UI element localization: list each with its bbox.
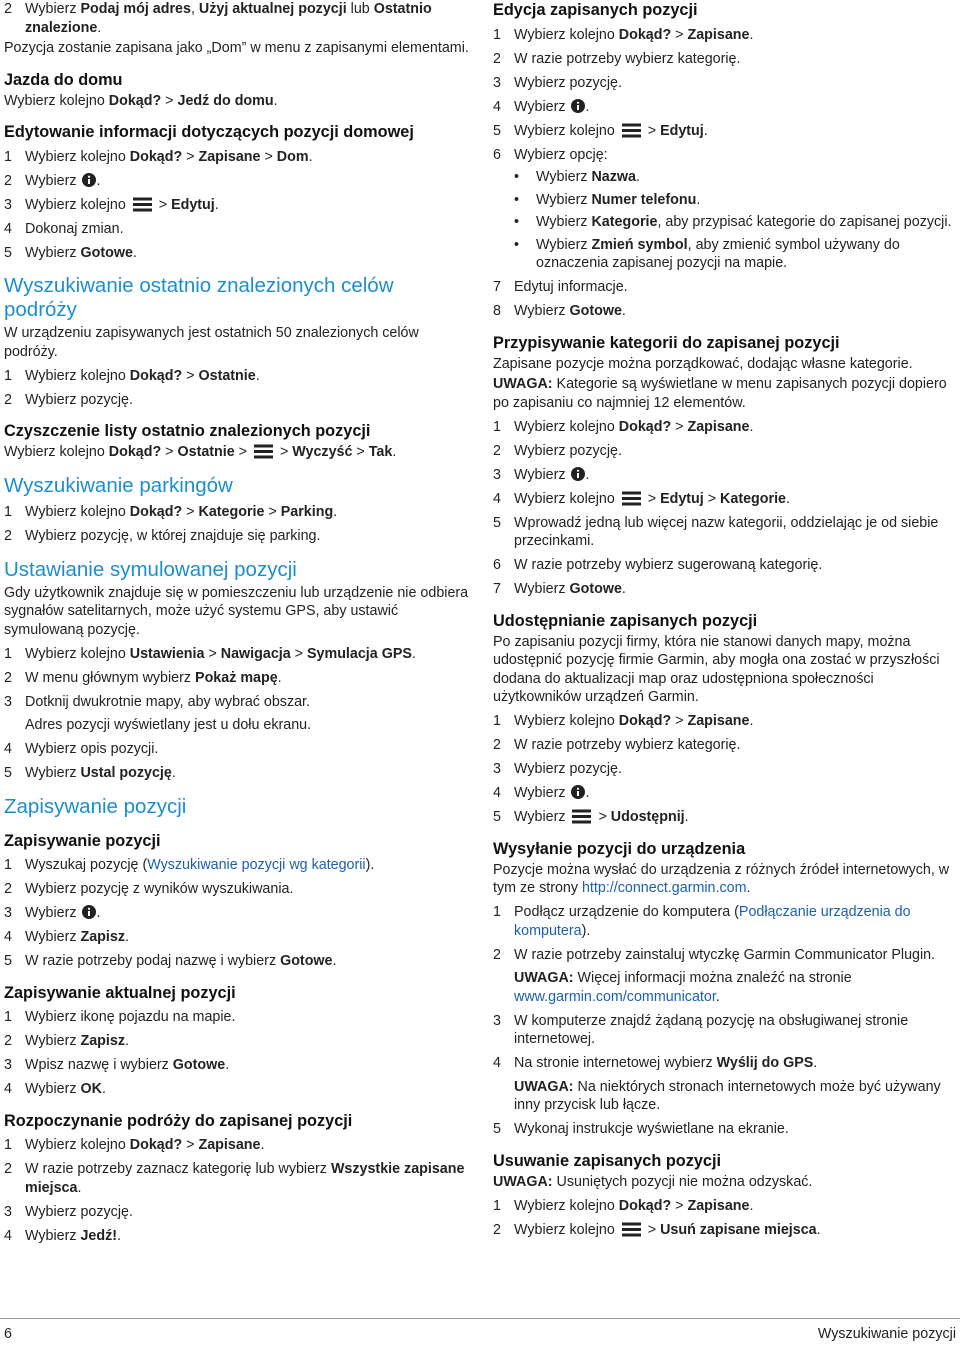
step-text: Wybierz opis pozycji. — [25, 741, 159, 757]
step-text: Wybierz . — [514, 466, 590, 483]
step-number: 1 — [4, 857, 12, 873]
paragraph: Zapisane pozycje można porządkować, dodając własne kategorie. — [493, 355, 913, 372]
subsection-heading: Edycja zapisanych pozycji — [493, 1, 698, 19]
step-number: 3 — [4, 1057, 12, 1073]
step-item — [4, 196, 470, 215]
step-item — [493, 1197, 955, 1216]
step-text: Wybierz kolejno Dokąd? > Zapisane. — [514, 26, 754, 43]
step-item — [4, 367, 470, 386]
paragraph: Gdy użytkownik znajduje się w pomieszczeniu lub urządzenie nie odbiera sygnałów satelitarnych, może użyć systemu GPS, aby ustawić symulowaną pozycję. — [4, 584, 469, 638]
menu-icon — [254, 444, 273, 459]
step-number: 3 — [493, 466, 501, 483]
step-text: W menu głównym wybierz Pokaż mapę. — [25, 669, 282, 686]
step-number: 2 — [4, 881, 12, 897]
subsection-heading: Czyszczenie listy ostatnio znalezionych pozycji — [4, 422, 371, 440]
step-number: 3 — [493, 761, 501, 777]
step-text: W razie potrzeby podaj nazwę i wybierz Gotowe. — [25, 953, 337, 969]
step-number: 5 — [4, 244, 12, 261]
step-number: 2 — [4, 1033, 12, 1049]
step-number: 1 — [493, 418, 501, 435]
step-item — [493, 808, 955, 827]
bullet-dot: • — [514, 191, 520, 208]
step-text: Wybierz Zapisz. — [25, 1033, 129, 1049]
subsection-heading: Przypisywanie kategorii do zapisanej pozycji — [493, 333, 840, 352]
step-number: 2 — [4, 391, 12, 408]
step-item — [4, 669, 470, 688]
step-text: Wprowadź jedną lub więcej nazw kategorii, oddzielając je od siebie przecinkami. — [514, 514, 939, 549]
step-number: 5 — [493, 514, 501, 531]
step-item — [4, 928, 470, 947]
step-item — [4, 0, 470, 37]
menu-icon — [133, 197, 152, 212]
step-text: Wybierz pozycję, w której znajduje się parking. — [25, 528, 321, 544]
step-number: 4 — [493, 98, 501, 115]
step-text: Wybierz kolejno Dokąd? > Zapisane. — [514, 418, 754, 435]
bullet-dot: • — [514, 214, 520, 230]
step-text: Wybierz pozycję. — [25, 391, 133, 408]
step-number: 4 — [493, 490, 501, 507]
step-item — [493, 946, 955, 965]
subsection-heading: Zapisywanie pozycji — [4, 831, 161, 850]
step-number: 3 — [4, 905, 12, 921]
step-number: 4 — [493, 1055, 501, 1071]
subsection-heading: Rozpoczynanie podróży do zapisanej pozycji — [4, 1111, 353, 1130]
step-text: Wybierz Gotowe. — [514, 581, 626, 597]
paragraph: Po zapisaniu pozycji firmy, która nie stanowi danych mapy, można udostępnić pozycję firmie Garmin, aby mogła ona zostać w przyszłości dodana do aktualizacji map oraz udostępniona społeczności użytkowników urządzeń Garmin. — [493, 633, 940, 705]
bullet-item — [514, 213, 955, 232]
step-text: Wpisz nazwę i wybierz Gotowe. — [25, 1057, 230, 1073]
subsection-heading: Wysyłanie pozycji do urządzenia — [493, 839, 746, 858]
step-text: Wybierz kolejno Dokąd? > Zapisane > Dom. — [25, 148, 313, 165]
step-text: Wybierz Gotowe. — [25, 244, 137, 261]
paragraph: Pozycje można wysłać do urządzenia z różnych źródeł internetowych, w tym ze strony http://connect.garmin.com. — [493, 861, 950, 896]
step-item — [493, 50, 955, 69]
step-number: 6 — [493, 557, 501, 573]
step-item — [4, 527, 470, 546]
step-text: Wybierz kolejno > Usuń zapisane miejsca. — [514, 1221, 821, 1238]
step-text: Wybierz kolejno Dokąd? > Zapisane. — [514, 713, 754, 729]
step-number: 5 — [4, 953, 12, 969]
step-item — [4, 1203, 470, 1222]
step-item — [493, 146, 955, 165]
step-item — [4, 1080, 470, 1099]
info-icon — [571, 99, 585, 113]
section-heading: Wyszukiwanie parkingów — [4, 473, 233, 497]
step-number: 7 — [493, 279, 501, 295]
step-item — [493, 122, 955, 141]
step-text: Wybierz ikonę pojazdu na mapie. — [25, 1009, 236, 1025]
info-icon — [82, 905, 96, 919]
step-item — [493, 760, 955, 779]
subsection-heading: Jazda do domu — [4, 70, 123, 89]
bullet-text: Wybierz Kategorie, aby przypisać kategorie do zapisanej pozycji. — [536, 214, 952, 230]
step-number: 6 — [493, 146, 501, 163]
right-column — [493, 0, 955, 1239]
step-text: Wybierz pozycję. — [25, 1203, 133, 1220]
step-text: Wybierz > Udostępnij. — [514, 809, 689, 825]
step-text: Wybierz pozycję. — [514, 442, 622, 459]
paragraph: Wybierz kolejno Dokąd? > Ostatnie > > Wyczyść > Tak. — [4, 444, 397, 460]
step-text: Wybierz pozycję. — [514, 761, 622, 777]
step-item — [4, 391, 470, 410]
step-text: Wybierz Ustal pozycję. — [25, 765, 176, 781]
step-text: Wybierz kolejno > Edytuj > Kategorie. — [514, 490, 790, 507]
section-heading: Wyszukiwanie ostatnio znalezionych celów podróży — [4, 274, 394, 321]
step-item — [493, 442, 955, 461]
info-icon — [571, 785, 585, 799]
step-text: Dokonaj zmian. — [25, 220, 124, 237]
step-item — [493, 98, 955, 117]
step-number: 2 — [4, 1161, 12, 1177]
step-number: 1 — [493, 1197, 501, 1214]
step-text: Wybierz . — [25, 172, 101, 189]
step-text: Wybierz Gotowe. — [514, 303, 626, 319]
step-text: Wybierz kolejno Dokąd? > Zapisane. — [25, 1137, 265, 1153]
bullet-text: Wybierz Numer telefonu. — [536, 191, 701, 208]
step-item — [4, 1056, 470, 1075]
step-item — [4, 740, 470, 759]
step-item — [4, 1136, 470, 1155]
step-text: Wybierz OK. — [25, 1081, 106, 1097]
step-number: 7 — [493, 581, 501, 597]
step-text: Wybierz pozycję. — [514, 74, 622, 91]
step-number: 1 — [493, 713, 501, 729]
cross-reference-link[interactable]: www.garmin.com/communicator — [514, 988, 716, 1005]
step-item — [4, 880, 470, 899]
step-item — [4, 1032, 470, 1051]
step-note: Adres pozycji wyświetlany jest u dołu ekranu. — [25, 717, 312, 733]
step-item — [4, 952, 470, 971]
step-note: UWAGA: Na niektórych stronach internetowych może być używany inny przycisk lub łącze. — [514, 1078, 941, 1113]
step-number: 1 — [4, 1009, 12, 1025]
step-item — [493, 466, 955, 485]
step-number: 3 — [4, 1203, 12, 1220]
step-number: 1 — [493, 904, 501, 920]
step-text: Wybierz . — [514, 98, 590, 115]
step-number: 4 — [4, 220, 12, 237]
step-number: 3 — [493, 74, 501, 91]
subsection-heading: Usuwanie zapisanych pozycji — [493, 1151, 722, 1170]
bullet-dot: • — [514, 169, 520, 185]
step-item — [4, 693, 470, 712]
step-number: 1 — [4, 504, 12, 520]
step-text: W razie potrzeby wybierz sugerowaną kategorię. — [514, 557, 823, 573]
page-footer — [0, 1318, 960, 1345]
step-number: 4 — [4, 1081, 12, 1097]
paragraph: UWAGA: Kategorie są wyświetlane w menu zapisanych pozycji dopiero po zapisaniu co najmniej 12 elementów. — [493, 376, 947, 411]
step-text: W razie potrzeby zainstaluj wtyczkę Garmin Communicator Plugin. — [514, 946, 936, 963]
step-text: Wyszukaj pozycję (Wyszukiwanie pozycji wg kategorii). — [25, 857, 375, 873]
subsection-heading: Zapisywanie aktualnej pozycji — [4, 983, 236, 1002]
cross-reference-link[interactable]: http://connect.garmin.com — [581, 880, 747, 896]
step-number: 4 — [493, 785, 501, 801]
step-item — [4, 1008, 470, 1027]
step-item — [4, 220, 470, 239]
step-number: 5 — [493, 809, 501, 825]
menu-icon — [622, 491, 641, 506]
step-item — [4, 1160, 470, 1197]
step-number: 1 — [4, 148, 12, 165]
step-text: Wybierz Podaj mój adres, Użyj aktualnej pozycji lub Ostatnio znalezione. — [25, 1, 432, 36]
step-item — [4, 1227, 470, 1246]
section-heading: Zapisywanie pozycji — [4, 794, 187, 818]
step-text: Wybierz pozycję z wyników wyszukiwania. — [25, 881, 294, 897]
step-item — [493, 418, 955, 437]
step-item — [493, 278, 955, 297]
step-item — [493, 490, 955, 509]
step-text: Wybierz kolejno Dokąd? > Kategorie > Parking. — [25, 504, 338, 520]
step-text: Dotknij dwukrotnie mapy, aby wybrać obszar. — [25, 693, 311, 710]
step-number: 3 — [4, 196, 12, 213]
step-number: 2 — [4, 669, 12, 686]
step-item — [493, 903, 955, 940]
step-text: Wybierz kolejno > Edytuj. — [514, 122, 708, 139]
step-text: Wybierz kolejno Dokąd? > Zapisane. — [514, 1197, 754, 1214]
step-item — [493, 302, 955, 321]
step-number: 2 — [493, 50, 501, 67]
step-text: Wybierz Jedź!. — [25, 1227, 122, 1244]
menu-icon — [622, 123, 641, 138]
step-text: Na stronie internetowej wybierz Wyślij do GPS. — [514, 1055, 818, 1071]
step-number: 2 — [4, 172, 12, 189]
step-text: W razie potrzeby wybierz kategorię. — [514, 50, 741, 67]
info-icon — [82, 173, 96, 187]
step-number: 5 — [4, 765, 12, 781]
step-item — [4, 856, 470, 875]
step-number: 2 — [493, 946, 501, 963]
step-text: W razie potrzeby zaznacz kategorię lub wybierz Wszystkie zapisane miejsca. — [25, 1161, 465, 1196]
bullet-item — [514, 168, 955, 187]
step-number: 4 — [4, 929, 12, 945]
step-item — [493, 1012, 955, 1049]
bullet-dot: • — [514, 236, 520, 253]
cross-reference-link[interactable]: Wyszukiwanie pozycji wg kategorii — [147, 857, 366, 873]
step-text: W komputerze znajdź żądaną pozycję na obsługiwanej stronie internetowej. — [514, 1012, 909, 1047]
step-text: Wybierz kolejno Dokąd? > Ostatnie. — [25, 367, 260, 384]
paragraph: Wybierz kolejno Dokąd? > Jedź do domu. — [4, 92, 278, 109]
step-text: Edytuj informacje. — [514, 279, 628, 295]
step-item — [4, 904, 470, 923]
bullet-text: Wybierz Zmień symbol, aby zmienić symbol używany do oznaczenia zapisanej pozycji na mapie. — [536, 236, 900, 271]
step-number: 2 — [493, 1221, 501, 1238]
menu-icon — [572, 809, 591, 824]
step-number: 2 — [493, 737, 501, 753]
step-item — [4, 244, 470, 263]
step-text: Wykonaj instrukcje wyświetlane na ekranie. — [514, 1121, 789, 1137]
step-number: 4 — [4, 1227, 12, 1244]
menu-icon — [622, 1222, 641, 1237]
paragraph: UWAGA: Usuniętych pozycji nie można odzyskać. — [493, 1173, 813, 1190]
cross-reference-link[interactable]: Podłączanie urządzenia do komputera — [514, 904, 911, 939]
step-number: 3 — [4, 693, 12, 710]
step-text: Wybierz Zapisz. — [25, 929, 129, 945]
step-text: Wybierz kolejno > Edytuj. — [25, 196, 219, 213]
step-item — [493, 74, 955, 93]
step-text: W razie potrzeby wybierz kategorię. — [514, 737, 741, 753]
step-number: 5 — [493, 1121, 501, 1137]
step-text: Wybierz . — [514, 785, 590, 801]
step-item — [493, 556, 955, 575]
step-item — [4, 645, 470, 664]
step-number: 1 — [4, 645, 12, 662]
step-text: Wybierz opcję: — [514, 146, 608, 163]
paragraph: Pozycja zostanie zapisana jako „Dom” w menu z zapisanymi elementami. — [4, 40, 469, 56]
step-item — [493, 514, 955, 551]
left-column — [4, 0, 470, 1245]
info-icon — [571, 467, 585, 481]
section-heading: Ustawianie symulowanej pozycji — [4, 557, 297, 581]
subsection-heading: Udostępnianie zapisanych pozycji — [493, 611, 758, 630]
step-number: 4 — [4, 741, 12, 757]
step-item — [493, 784, 955, 803]
step-item — [493, 26, 955, 45]
step-note: UWAGA: Więcej informacji można znaleźć na stronie www.garmin.com/communicator. — [514, 970, 852, 1005]
step-item — [4, 503, 470, 522]
step-item — [493, 1120, 955, 1139]
step-item — [493, 736, 955, 755]
step-number: 2 — [493, 442, 501, 459]
step-text: Wybierz . — [25, 905, 101, 921]
step-number: 1 — [4, 367, 12, 384]
paragraph: W urządzeniu zapisywanych jest ostatnich 50 znalezionych celów podróży. — [4, 325, 419, 360]
step-item — [4, 172, 470, 191]
step-number: 1 — [4, 1137, 12, 1153]
step-item — [493, 712, 955, 731]
step-item — [4, 148, 470, 167]
step-item — [493, 580, 955, 599]
step-item — [4, 764, 470, 783]
step-number: 1 — [493, 26, 501, 43]
step-number: 3 — [493, 1012, 501, 1029]
step-item — [493, 1221, 955, 1240]
step-number: 2 — [4, 528, 12, 544]
step-number: 8 — [493, 303, 501, 319]
step-item — [493, 1054, 955, 1073]
bullet-item — [514, 236, 955, 273]
footer-section-title: Wyszukiwanie pozycji — [817, 1326, 956, 1342]
bullet-item — [514, 191, 955, 210]
page-number: 6 — [4, 1326, 12, 1342]
step-text: Wybierz kolejno Ustawienia > Nawigacja > Symulacja GPS. — [25, 645, 416, 662]
step-number: 2 — [4, 1, 12, 17]
step-number: 5 — [493, 122, 501, 139]
bullet-text: Wybierz Nazwa. — [536, 169, 640, 185]
subsection-heading: Edytowanie informacji dotyczących pozycji domowej — [4, 123, 414, 141]
step-text: Podłącz urządzenie do komputera (Podłączanie urządzenia do komputera). — [514, 904, 911, 939]
